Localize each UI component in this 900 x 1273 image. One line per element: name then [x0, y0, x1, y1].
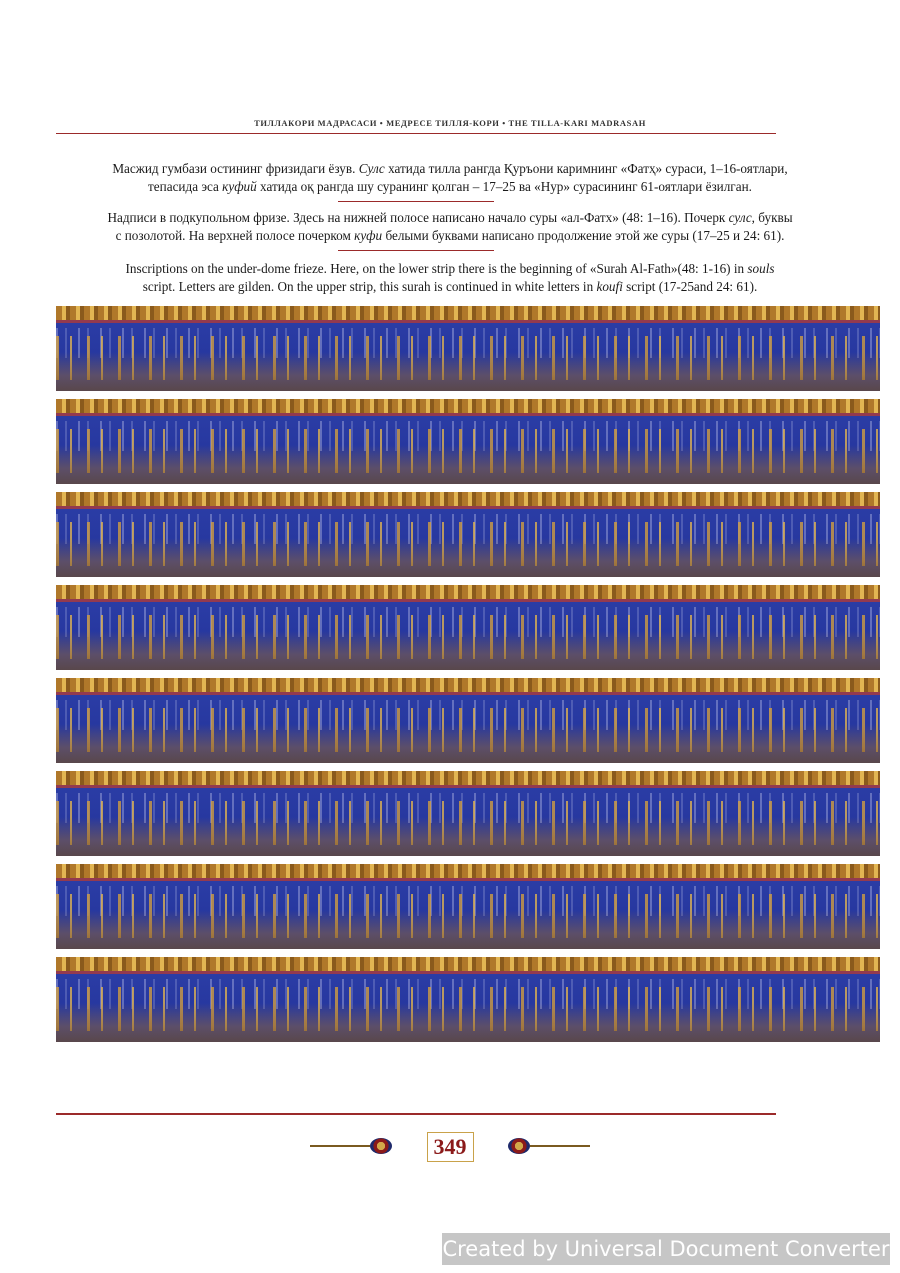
frieze-photo-7 [56, 864, 880, 949]
caption-text: белыми буквами написано продолжение этой же суры (17–25 и 24: 61). [382, 227, 785, 243]
caption-text: тепасида эса [148, 178, 223, 194]
caption-text: script (17-25and 24: 61). [622, 278, 758, 294]
caption-italic: сулс [728, 210, 752, 225]
header-rule [56, 133, 776, 134]
caption-english [40, 260, 860, 295]
caption-italic: куфий [222, 178, 257, 194]
page-number: 349 [427, 1132, 474, 1162]
separator-rule [338, 250, 494, 251]
footer-rule [56, 1113, 776, 1115]
caption-russian [40, 209, 860, 244]
separator-rule [338, 201, 494, 202]
frieze-photo-6 [56, 771, 880, 856]
frieze-photo-4 [56, 585, 880, 670]
converter-watermark: Created by Universal Document Converter [442, 1233, 890, 1265]
caption-uzbek [40, 160, 860, 195]
running-header: ТИЛЛАКОРИ МАДРАСАСИ • МЕДРЕСЕ ТИЛЛЯ-КОРИ • THE TILLA-KARI MADRASAH [254, 118, 646, 128]
page-number-block [0, 1132, 900, 1162]
frieze-photo-8 [56, 957, 880, 1042]
caption-text: с позолотой. На верхней полосе почерком [115, 227, 355, 243]
caption-text: , буквы [751, 210, 793, 225]
frieze-photo-5 [56, 678, 880, 763]
frieze-photo-gallery [56, 306, 880, 1050]
caption-text: Inscriptions on the under-dome frieze. Here, on the lower strip there is the beginning of «Surah Al-Fath»(48: 1-16) in [125, 261, 748, 276]
caption-text: Надписи в подкупольном фризе. Здесь на нижней полосе написано начало суры «ал-Фатх» (48: 1–16). Почерк [107, 210, 729, 225]
frieze-photo-1 [56, 306, 880, 391]
caption-italic: koufi [596, 278, 623, 294]
caption-text: Масжид гумбази остининг фризидаги ёзув. [112, 161, 359, 176]
frieze-photo-3 [56, 492, 880, 577]
caption-text: script. Letters are gilden. On the upper strip, this surah is continued in white letters in [142, 278, 597, 294]
caption-text: хатида тилла рангда Қуръони каримнинг «Фатҳ» сураси, 1–16-оятлари, [384, 161, 788, 176]
caption-italic: куфи [354, 227, 383, 243]
caption-text: хатида оқ рангда шу суранинг қолган – 17–25 ва «Нур» сурасининг 61-оятлари ёзилган. [256, 178, 752, 194]
caption-italic: souls [747, 261, 775, 276]
caption-italic: Сулс [358, 161, 385, 176]
frieze-photo-2 [56, 399, 880, 484]
